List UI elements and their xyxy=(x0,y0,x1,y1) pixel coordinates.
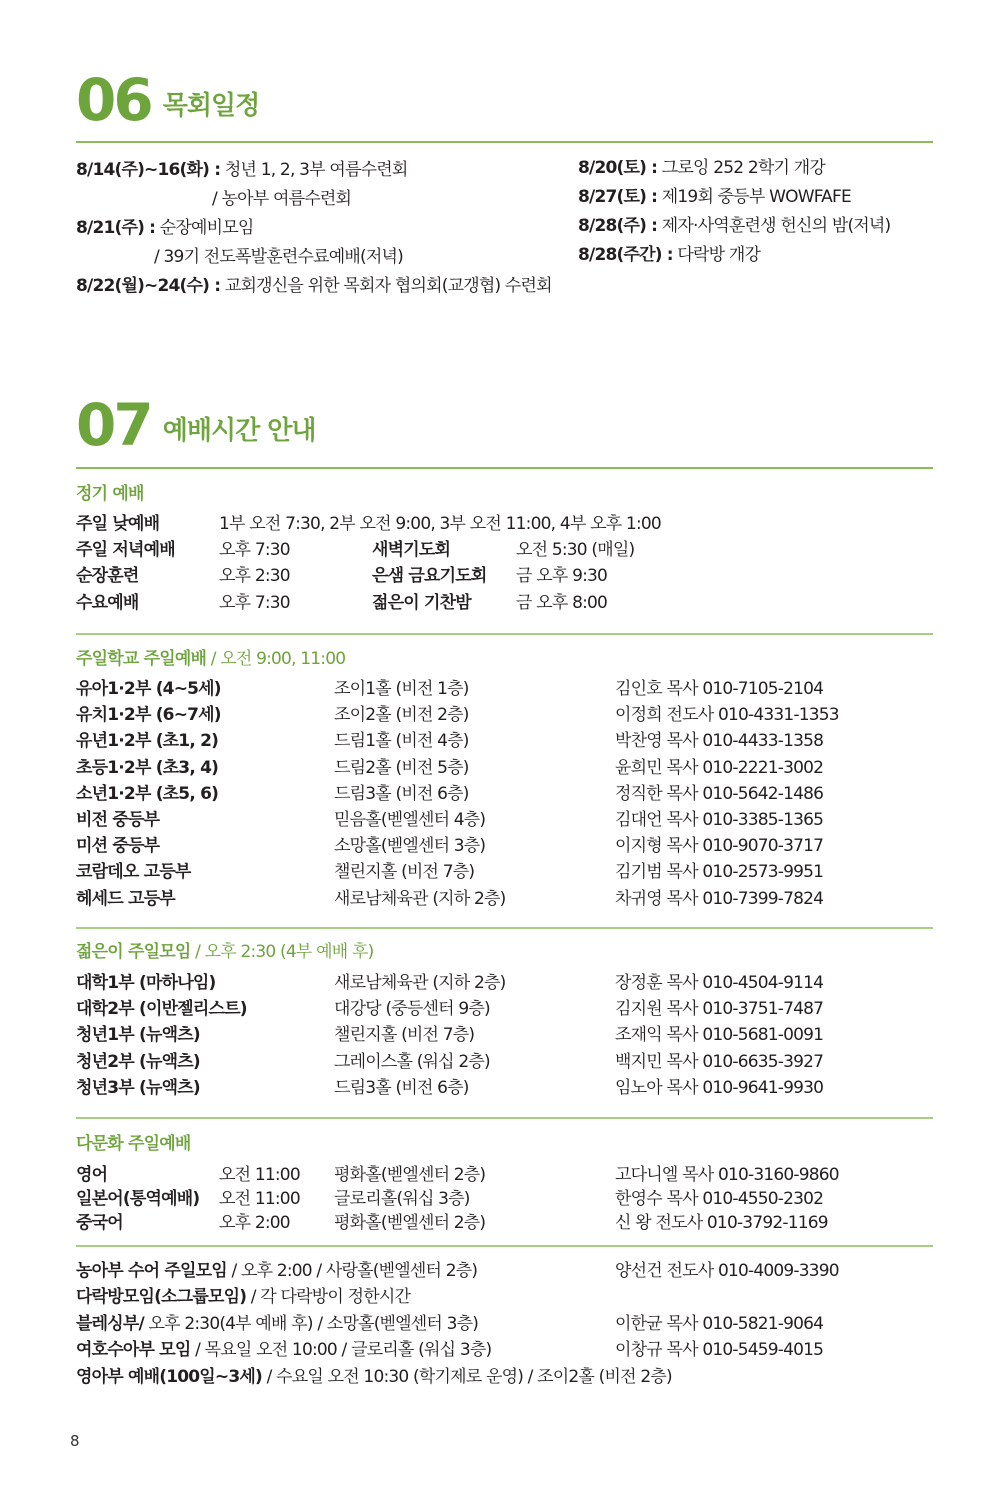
department: 대학1부 (마하나임) xyxy=(76,973,216,993)
schedule-date: 8/28(주) : xyxy=(578,216,658,236)
page-number: 8 xyxy=(70,1432,80,1450)
section-divider xyxy=(76,1117,933,1119)
contact: 임노아 목사 010-9641-9930 xyxy=(615,1077,824,1098)
location: 새로남체육관 (지하 2층) xyxy=(334,888,506,909)
section-divider xyxy=(76,633,933,635)
table-row xyxy=(76,1049,936,1075)
schedule-text: 교회갱신을 위한 목회자 협의회(교갱협) 수련회 xyxy=(220,276,552,296)
location: 그레이스홀 (워십 2층) xyxy=(334,1051,490,1072)
location: 평화홀(벧엘센터 2층) xyxy=(334,1213,486,1233)
language: 중국어 xyxy=(76,1213,123,1233)
department: 소년1·2부 (초5, 6) xyxy=(76,783,219,804)
table-row xyxy=(76,996,936,1022)
location: 소망홀(벧엘센터 3층) xyxy=(334,836,486,857)
list-item xyxy=(76,1311,936,1337)
schedule-text: / 농아부 여름수련회 xyxy=(212,189,352,209)
department: 청년3부 (뉴액츠) xyxy=(76,1077,200,1098)
section-title: 목회일정 xyxy=(162,91,260,121)
location: 믿음홀(벧엘센터 4층) xyxy=(334,809,486,830)
department: 초등1·2부 (초3, 4) xyxy=(76,757,219,778)
contact: 이정희 전도사 010-4331-1353 xyxy=(615,705,839,726)
contact: 김지원 목사 010-3751-7487 xyxy=(615,999,824,1020)
meeting-info xyxy=(76,1337,491,1363)
section-divider xyxy=(76,1245,933,1247)
worship-time: 오전 11:00 xyxy=(219,1189,300,1209)
list-item xyxy=(76,1364,936,1390)
meeting-info xyxy=(76,1258,477,1284)
worship-name: 은샘 금요기도회 xyxy=(372,566,487,587)
schedule-date: 8/27(토) : xyxy=(578,187,658,207)
contact: 장정훈 목사 010-4504-9114 xyxy=(615,973,824,993)
schedule-date: 8/22(월)~24(수) : xyxy=(76,276,221,296)
schedule-line xyxy=(578,184,851,210)
young-adult-table xyxy=(76,970,936,1101)
table-row xyxy=(76,781,936,807)
list-item xyxy=(76,1258,936,1284)
department: 청년1부 (뉴액츠) xyxy=(76,1025,200,1046)
schedule-line xyxy=(578,213,890,239)
contact: 김대언 목사 010-3385-1365 xyxy=(615,809,824,830)
contact: 고다니엘 목사 010-3160-9860 xyxy=(615,1165,839,1185)
contact: 조재익 목사 010-5681-0091 xyxy=(615,1025,824,1046)
department: 대학2부 (이반젤리스트) xyxy=(76,999,247,1020)
regular-worship-table xyxy=(76,511,936,616)
other-meetings-list xyxy=(76,1258,936,1390)
worship-time: 오후 2:00 xyxy=(219,1213,290,1233)
meeting-info xyxy=(76,1311,478,1337)
worship-time: 금 오후 8:00 xyxy=(516,592,608,613)
schedule-text: 제자·사역훈련생 헌신의 밤(저녁) xyxy=(657,216,891,236)
table-row xyxy=(76,755,936,781)
list-item xyxy=(76,1337,936,1363)
contact: 신 왕 전도사 010-3792-1169 xyxy=(615,1213,828,1233)
table-row xyxy=(76,702,936,728)
section-title: 예배시간 안내 xyxy=(162,416,316,446)
section-divider xyxy=(76,141,933,143)
table-row xyxy=(76,728,936,754)
department: 코람데오 고등부 xyxy=(76,862,191,883)
table-row xyxy=(76,1210,936,1234)
meeting-detail: / 목요일 오전 10:00 / 글로리홀 (워십 3층) xyxy=(190,1340,492,1361)
section-divider xyxy=(76,927,933,929)
section-divider xyxy=(76,467,933,469)
contact: 이창규 목사 010-5459-4015 xyxy=(615,1340,824,1361)
schedule-line xyxy=(212,186,351,212)
worship-time: 금 오후 9:30 xyxy=(516,566,608,587)
sunday-school-heading: 주일학교 주일예배 / 오전 9:00, 11:00 xyxy=(76,649,346,669)
regular-worship-heading: 정기 예배 xyxy=(76,484,144,504)
meeting-detail: / 오후 2:00 / 사랑홀(벧엘센터 2층) xyxy=(226,1261,478,1281)
table-row xyxy=(76,1022,936,1048)
schedule-date: 8/28(주간) : xyxy=(578,245,673,265)
worship-name: 수요예배 xyxy=(76,592,139,613)
contact: 이한균 목사 010-5821-9064 xyxy=(615,1313,824,1334)
language: 영어 xyxy=(76,1165,108,1185)
schedule-line xyxy=(154,244,403,270)
schedule-text: 그로잉 252 2학기 개강 xyxy=(657,158,826,178)
worship-name: 주일 저녁예배 xyxy=(76,540,175,561)
table-row xyxy=(76,833,936,859)
section-number: 06 xyxy=(76,66,151,134)
location: 드림3홀 (비전 6층) xyxy=(334,1077,469,1098)
contact: 차귀영 목사 010-7399-7824 xyxy=(615,888,824,909)
table-row xyxy=(76,886,936,912)
table-row xyxy=(76,676,936,702)
contact: 한영수 목사 010-4550-2302 xyxy=(615,1189,824,1209)
table-row xyxy=(76,859,936,885)
language: 일본어(통역예배) xyxy=(76,1189,200,1209)
table-row xyxy=(76,1075,936,1101)
sunday-school-table xyxy=(76,676,936,912)
contact: 윤희민 목사 010-2221-3002 xyxy=(615,757,824,778)
meeting-detail: / 수요일 오전 10:30 (학기제로 운영) / 조이2홀 (비전 2층) xyxy=(261,1366,672,1387)
department: 유년1·2부 (초1, 2) xyxy=(76,731,219,752)
table-row xyxy=(76,590,936,616)
meeting-info xyxy=(76,1284,410,1310)
contact: 김기범 목사 010-2573-9951 xyxy=(615,862,824,883)
meeting-name: 블레싱부/ xyxy=(76,1313,144,1334)
location: 챌린지홀 (비전 7층) xyxy=(334,1025,475,1046)
worship-name: 주일 낮예배 xyxy=(76,514,160,534)
meeting-detail: 오후 2:30(4부 예배 후) / 소망홀(벧엘센터 3층) xyxy=(143,1313,479,1334)
schedule-line xyxy=(76,215,254,241)
meeting-name: 여호수아부 모임 xyxy=(76,1340,191,1361)
worship-time: 오전 5:30 (매일) xyxy=(516,540,635,561)
location: 평화홀(벧엘센터 2층) xyxy=(334,1165,486,1185)
schedule-text: 제19회 중등부 WOWFAFE xyxy=(657,187,851,207)
location: 새로남체육관 (지하 2층) xyxy=(334,973,506,993)
section-number: 07 xyxy=(76,391,151,459)
worship-time: 1부 오전 7:30, 2부 오전 9:00, 3부 오전 11:00, 4부 오후 1:00 xyxy=(219,514,661,534)
department: 헤세드 고등부 xyxy=(76,888,175,909)
schedule-text: 청년 1, 2, 3부 여름수련회 xyxy=(220,160,408,180)
location: 대강당 (중등센터 9층) xyxy=(334,999,490,1020)
schedule-text: / 39기 전도폭발훈련수료예배(저녁) xyxy=(154,247,403,267)
meeting-detail: / 각 다락방이 정한시간 xyxy=(246,1287,411,1308)
list-item xyxy=(76,1284,936,1310)
worship-name: 새벽기도회 xyxy=(372,540,451,561)
contact: 박찬영 목사 010-4433-1358 xyxy=(615,731,824,752)
meeting-name: 영아부 예배(100일~3세) xyxy=(76,1366,262,1387)
multicultural-table xyxy=(76,1162,936,1234)
contact: 양선건 전도사 010-4009-3390 xyxy=(615,1261,839,1281)
worship-time: 오후 7:30 xyxy=(219,592,290,613)
location: 드림2홀 (비전 5층) xyxy=(334,757,469,778)
table-row xyxy=(76,807,936,833)
section-07-header xyxy=(76,391,316,459)
section-06-header xyxy=(76,66,260,134)
schedule-line xyxy=(76,273,552,299)
location: 드림3홀 (비전 6층) xyxy=(334,783,469,804)
contact: 이지형 목사 010-9070-3717 xyxy=(615,836,824,857)
location: 드림1홀 (비전 4층) xyxy=(334,731,469,752)
table-row xyxy=(76,537,936,563)
contact: 김인호 목사 010-7105-2104 xyxy=(615,679,824,699)
worship-time: 오전 11:00 xyxy=(219,1165,300,1185)
location: 조이2홀 (비전 2층) xyxy=(334,705,469,726)
department: 청년2부 (뉴액츠) xyxy=(76,1051,200,1072)
department: 유치1·2부 (6~7세) xyxy=(76,705,221,726)
department: 유아1·2부 (4~5세) xyxy=(76,679,221,699)
schedule-line xyxy=(76,157,408,183)
schedule-line xyxy=(578,242,760,268)
young-adult-heading: 젊은이 주일모임 / 오후 2:30 (4부 예배 후) xyxy=(76,942,374,962)
table-row xyxy=(76,563,936,589)
table-row xyxy=(76,1186,936,1210)
schedule-date: 8/20(토) : xyxy=(578,158,658,178)
location: 글로리홀(워십 3층) xyxy=(334,1189,470,1209)
schedule-text: 순장예비모임 xyxy=(155,218,254,238)
meeting-info xyxy=(76,1364,672,1390)
schedule-date: 8/21(주) : xyxy=(76,218,156,238)
multicultural-heading: 다문화 주일예배 xyxy=(76,1134,191,1154)
worship-time: 오후 2:30 xyxy=(219,566,290,587)
meeting-name: 농아부 수어 주일모임 xyxy=(76,1261,227,1281)
contact: 백지민 목사 010-6635-3927 xyxy=(615,1051,824,1072)
meeting-name: 다락방모임(소그룹모임) xyxy=(76,1287,247,1308)
table-row xyxy=(76,511,936,537)
table-row xyxy=(76,970,936,996)
department: 비전 중등부 xyxy=(76,809,160,830)
location: 조이1홀 (비전 1층) xyxy=(334,679,469,699)
schedule-line xyxy=(578,155,825,181)
table-row xyxy=(76,1162,936,1186)
schedule-text: 다락방 개강 xyxy=(672,245,761,265)
worship-name: 젊은이 기찬밤 xyxy=(372,592,471,613)
contact: 정직한 목사 010-5642-1486 xyxy=(615,783,824,804)
worship-time: 오후 7:30 xyxy=(219,540,290,561)
department: 미션 중등부 xyxy=(76,836,160,857)
location: 챌린지홀 (비전 7층) xyxy=(334,862,475,883)
schedule-date: 8/14(주)~16(화) : xyxy=(76,160,221,180)
worship-name: 순장훈련 xyxy=(76,566,139,587)
